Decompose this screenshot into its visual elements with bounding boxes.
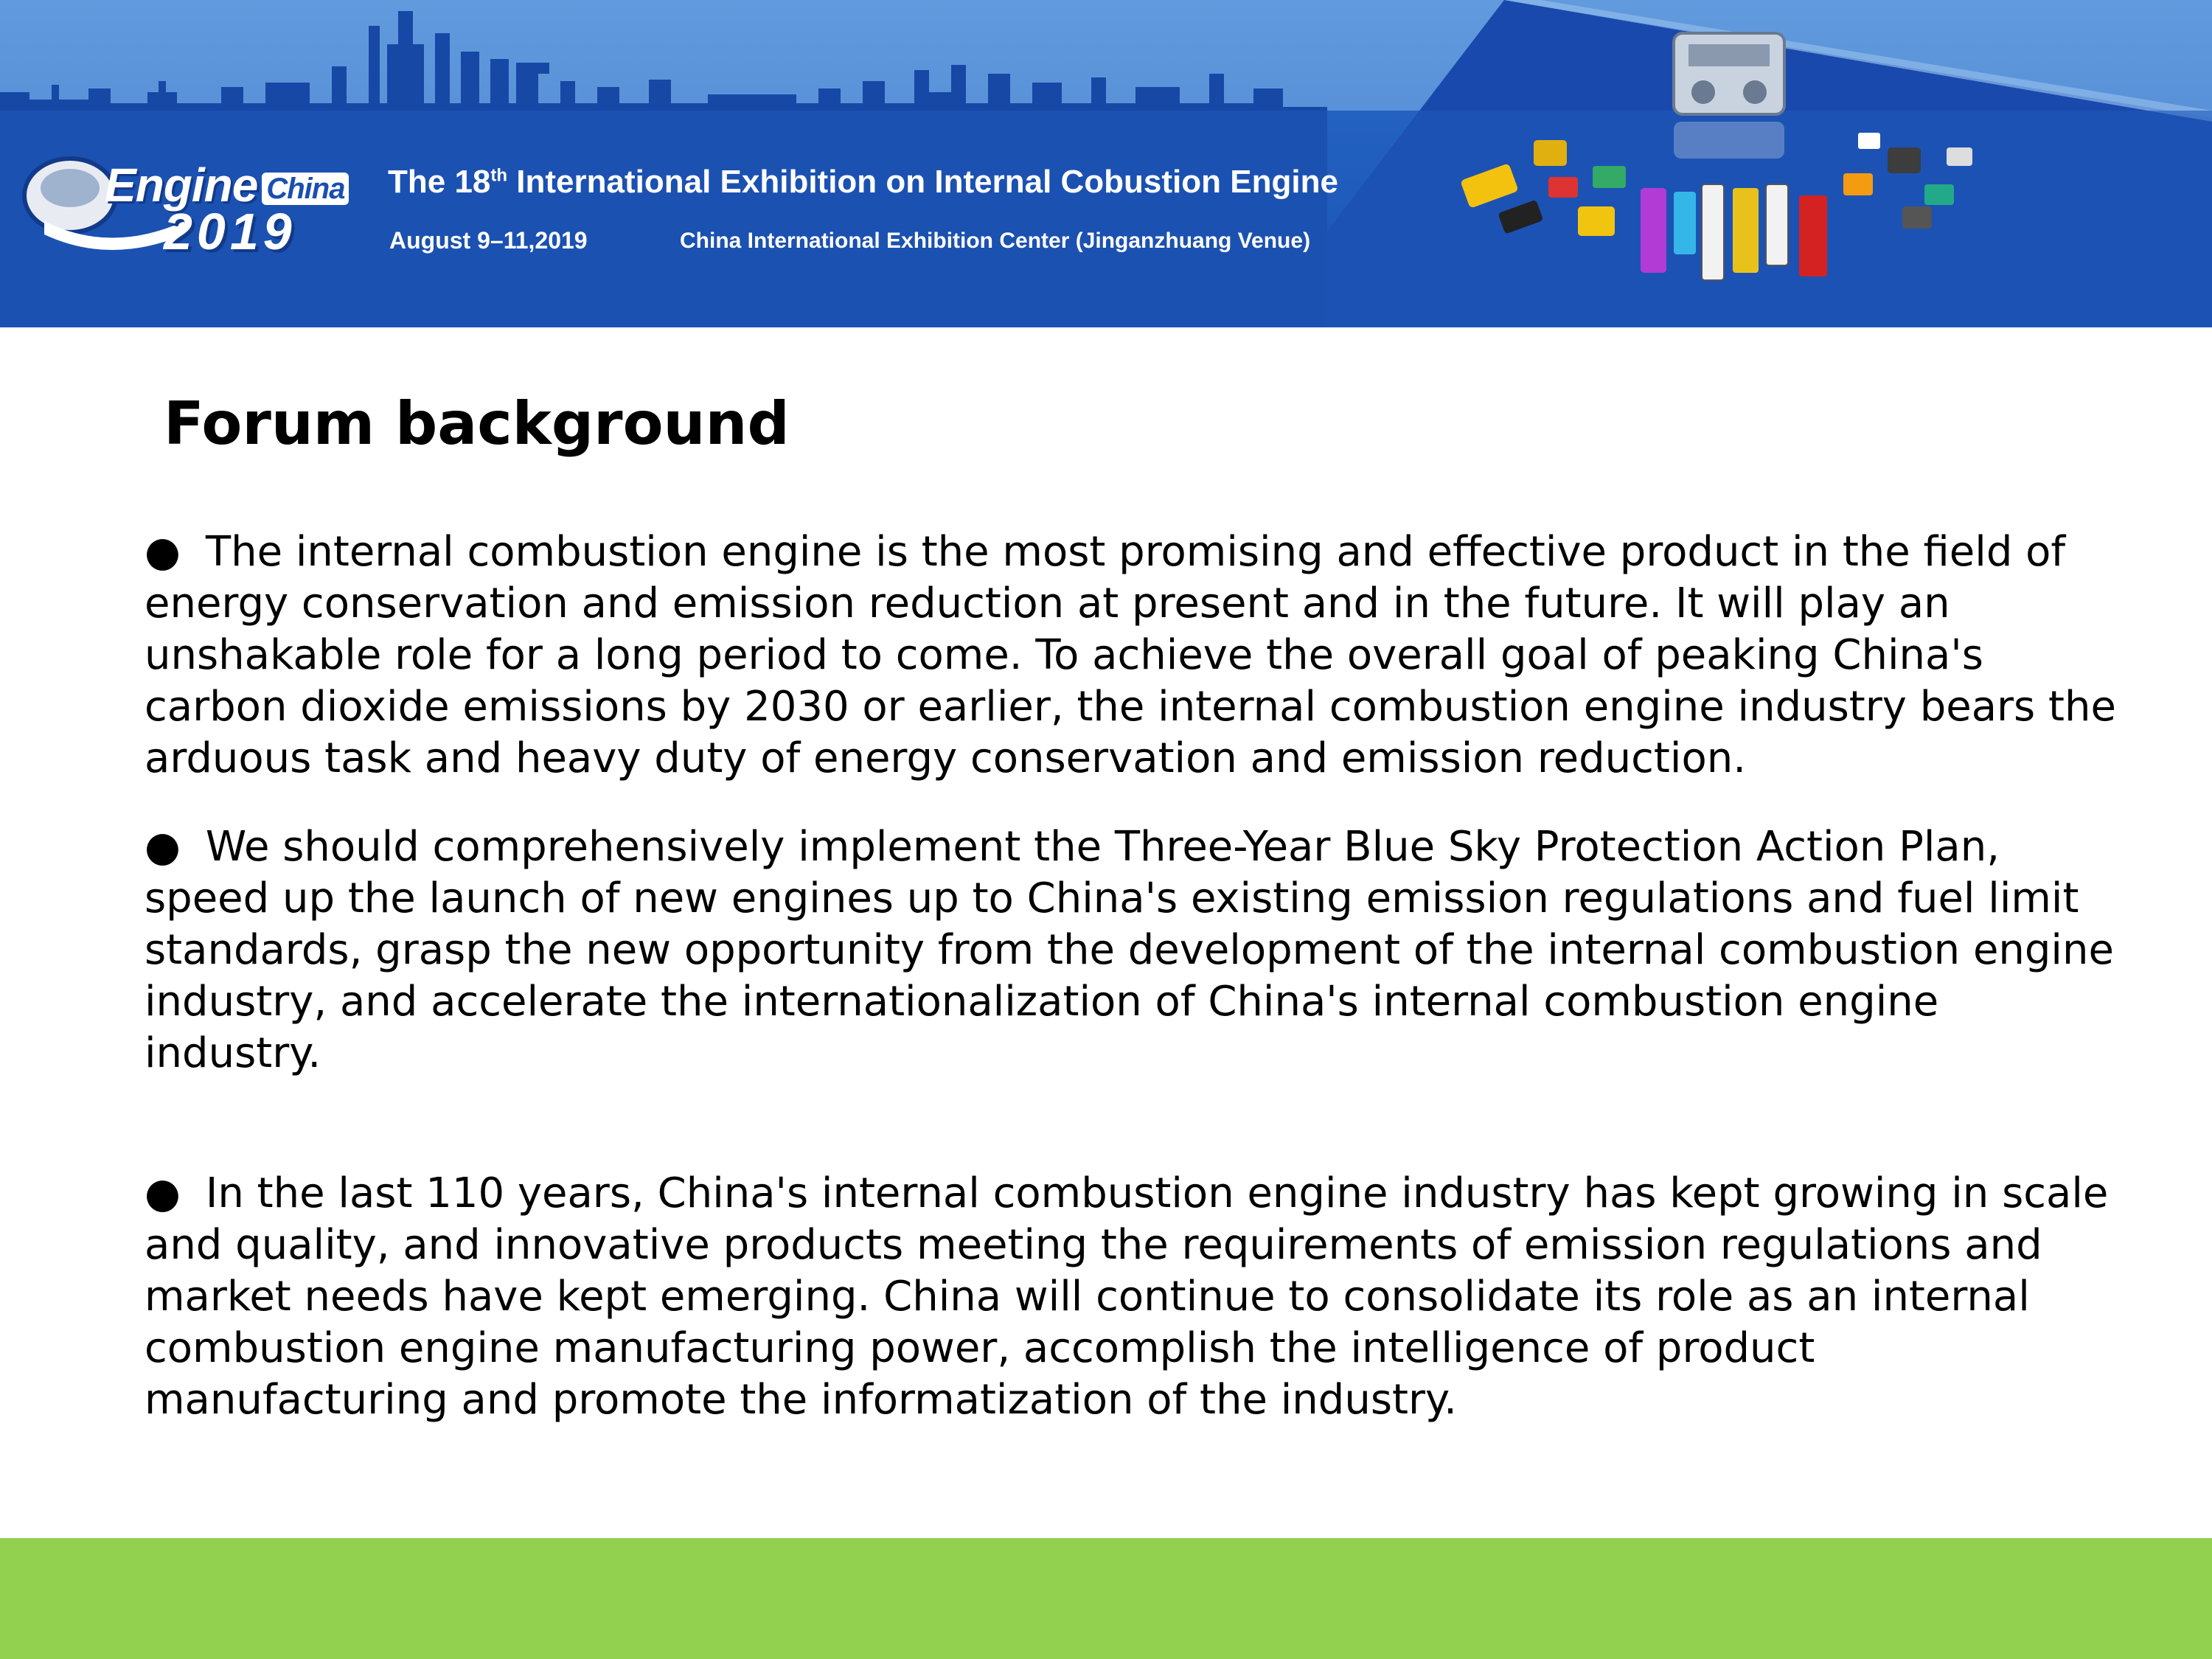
footer-bar [0,1538,2212,1659]
engine-icon [1674,33,1784,159]
exhibition-title: The 18th International Exhibition on Internal Cobustion Engine [388,164,1338,200]
logo-year: 2019 [164,203,296,260]
paragraph-3: ● In the last 110 years, China's internal combustion engine industry has kept growing in scale and quality, and innovative products meeting the requirements of emission regulations and market needs have kept emerging. China will continue to consolidate its role as an internal combustion engine manufacturing power, accomplish the intelligence of product manufacturing and promote the informatization of the industry. [145,1169,2109,1424]
exhibition-venue: China International Exhibition Center (Jinganzhuang Venue) [680,229,1311,253]
paragraph-1: ● The internal combustion engine is the most promising and effective product in the field of energy conservation and emission reduction at present and in the future. It will play an unshakable role for a long period to come. To achieve the overall goal of peaking China's carbon dioxide emissions by 2030 or earlier, the internal combustion engine industry bears the arduous task and heavy duty of energy conservation and emission reduction. [145,528,2116,782]
engine-china-logo [16,147,363,258]
bullet-icon: ● [145,528,181,576]
page-heading: Forum background [164,389,790,458]
logo-wordmark: Engine China [105,158,349,212]
exhibition-date: August 9–11,2019 [389,227,588,254]
bullet-icon: ● [145,823,181,871]
paragraph-2: ● We should comprehensively implement the Three-Year Blue Sky Protection Action Plan, speed up the launch of new engines up to China's existing emission regulations and fuel limit standards, grasp the new opportunity from the development of the internal combustion engine industry, and accelerate the internationalization of China's internal combustion engine industry. [145,823,2114,1077]
bullet-icon: ● [145,1169,181,1217]
header-banner [0,0,2212,327]
